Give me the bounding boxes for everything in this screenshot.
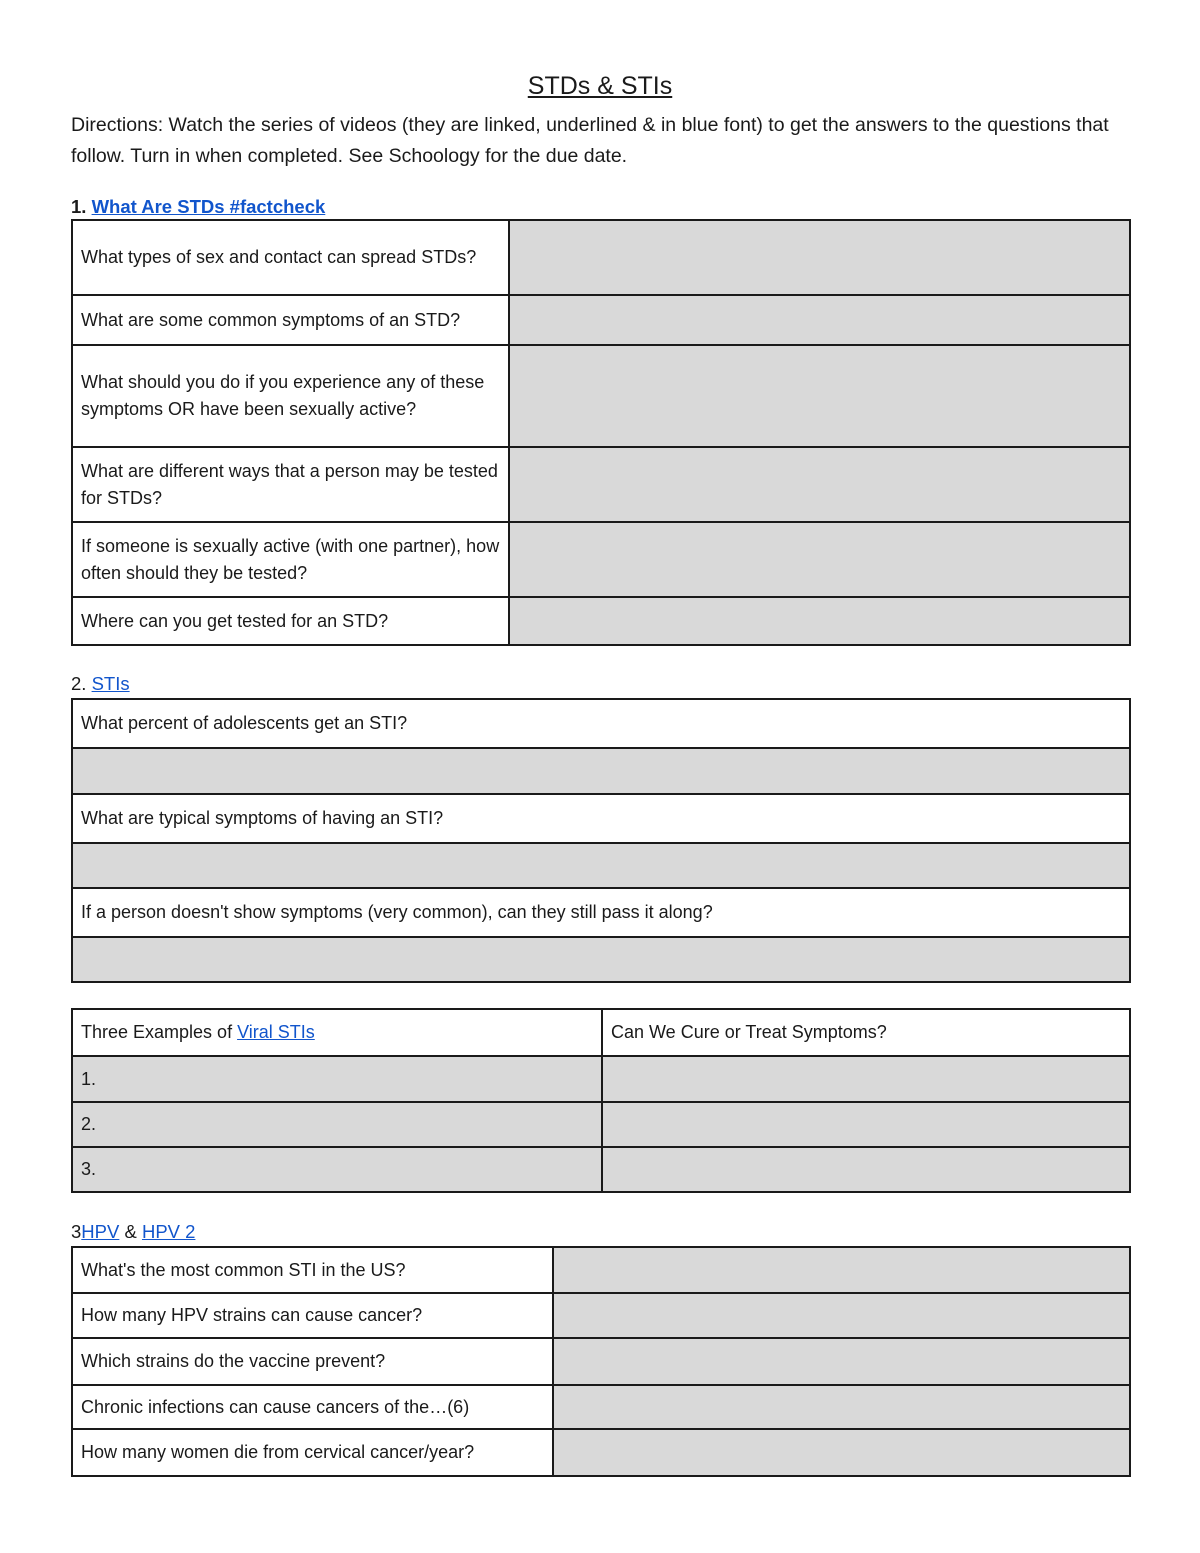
section-1-heading — [71, 196, 325, 218]
question-cell: Which strains do the vaccine prevent? — [72, 1338, 553, 1385]
answer-field[interactable] — [72, 748, 1130, 794]
section-3-table — [71, 1246, 1131, 1477]
table-row — [72, 794, 1130, 843]
table-row — [72, 843, 1130, 888]
answer-field[interactable] — [553, 1385, 1130, 1429]
viral-stis-table — [71, 1008, 1131, 1193]
question-cell: What are different ways that a person may be tested for STDs? — [72, 447, 509, 522]
hpv-video-link[interactable]: HPV — [81, 1221, 120, 1242]
table-row — [72, 1429, 1130, 1476]
cure-treat-answer-field[interactable] — [602, 1102, 1130, 1147]
answer-field[interactable] — [553, 1429, 1130, 1476]
section-3-number: 3 — [71, 1221, 82, 1242]
directions-text: Directions: Watch the series of videos (they are linked, underlined & in blue font) to get the answers to the questions that follow. Turn in when completed. See Schoology for the due date. — [71, 114, 1109, 167]
table-row — [72, 1293, 1130, 1338]
viral-stis-video-link[interactable]: Viral STIs — [237, 1022, 315, 1042]
answer-field[interactable] — [509, 345, 1130, 447]
cure-treat-answer-field[interactable] — [602, 1056, 1130, 1102]
question-cell: If a person doesn't show symptoms (very common), can they still pass it along? — [72, 888, 1130, 937]
section-3-heading: 3HPV & HPV 2 — [71, 1221, 196, 1242]
table-row — [72, 447, 1130, 522]
table-row — [72, 1338, 1130, 1385]
question-cell: What percent of adolescents get an STI? — [72, 699, 1130, 748]
cure-treat-header: Can We Cure or Treat Symptoms? — [602, 1009, 1130, 1056]
answer-field[interactable] — [509, 220, 1130, 295]
question-cell: If someone is sexually active (with one partner), how often should they be tested? — [72, 522, 509, 597]
answer-field[interactable] — [72, 843, 1130, 888]
table-row — [72, 295, 1130, 345]
viral-stis-header: Three Examples of Viral STIs — [72, 1009, 602, 1056]
answer-field[interactable] — [509, 447, 1130, 522]
table-row — [72, 345, 1130, 447]
table-row — [72, 1102, 1130, 1147]
question-cell: What types of sex and contact can spread STDs? — [72, 220, 509, 295]
viral-sti-example-field[interactable]: 2. — [72, 1102, 602, 1147]
question-cell: What should you do if you experience any of these symptoms OR have been sexually active? — [72, 345, 509, 447]
section-1-video-link[interactable]: What Are STDs #factcheck — [91, 196, 326, 217]
section-2-heading — [71, 673, 130, 695]
question-cell: How many HPV strains can cause cancer? — [72, 1293, 553, 1338]
question-cell: Chronic infections can cause cancers of the…(6) — [72, 1385, 553, 1429]
answer-field[interactable] — [553, 1338, 1130, 1385]
answer-field[interactable] — [553, 1293, 1130, 1338]
page-title: STDs & STIs — [527, 72, 673, 100]
table-row — [72, 1056, 1130, 1102]
table-row — [72, 1147, 1130, 1192]
question-cell: What are typical symptoms of having an STI? — [72, 794, 1130, 843]
section-2-table — [71, 698, 1131, 983]
table-row — [72, 699, 1130, 748]
question-cell: What are some common symptoms of an STD? — [72, 295, 509, 345]
section-1-number: 1. — [71, 196, 87, 217]
table-row — [72, 1385, 1130, 1429]
answer-field[interactable] — [509, 295, 1130, 345]
question-cell: How many women die from cervical cancer/year? — [72, 1429, 553, 1476]
section-1-table — [71, 219, 1131, 646]
table-row — [72, 522, 1130, 597]
table-row — [72, 220, 1130, 295]
viral-sti-example-field[interactable]: 3. — [72, 1147, 602, 1192]
answer-field[interactable] — [509, 522, 1130, 597]
question-cell: What's the most common STI in the US? — [72, 1247, 553, 1293]
answer-field[interactable] — [72, 937, 1130, 982]
table-row — [72, 888, 1130, 937]
viral-sti-example-field[interactable]: 1. — [72, 1056, 602, 1102]
table-row — [72, 748, 1130, 794]
question-cell: Where can you get tested for an STD? — [72, 597, 509, 645]
hpv-2-video-link[interactable]: HPV 2 — [141, 1221, 196, 1242]
section-2-video-link[interactable]: STIs — [91, 673, 130, 694]
section-2-number: 2. — [71, 673, 87, 694]
cure-treat-answer-field[interactable] — [602, 1147, 1130, 1192]
table-row — [72, 1247, 1130, 1293]
answer-field[interactable] — [553, 1247, 1130, 1293]
answer-field[interactable] — [509, 597, 1130, 645]
table-header-row — [72, 1009, 1130, 1056]
table-row — [72, 597, 1130, 645]
table-row — [72, 937, 1130, 982]
